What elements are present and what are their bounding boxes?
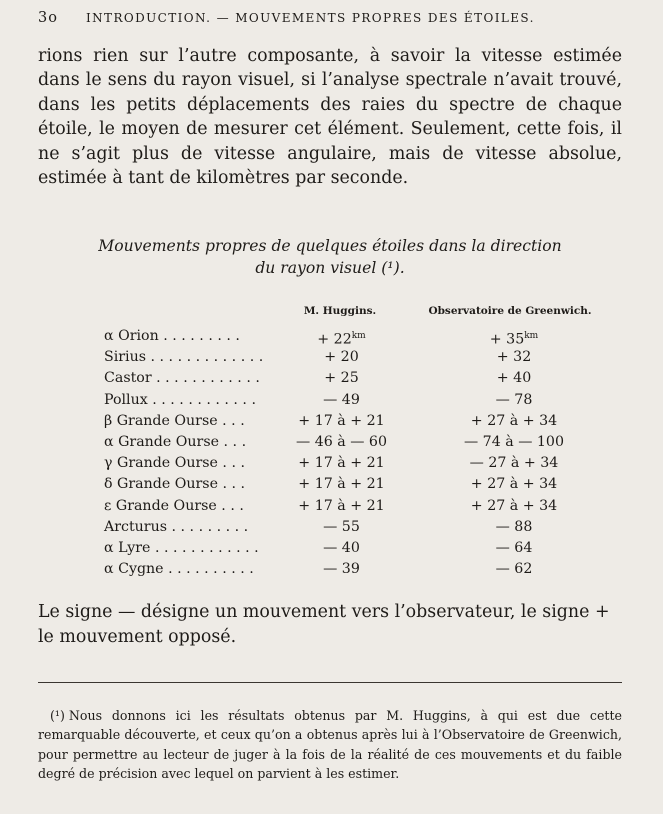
body-paragraph: rions rien sur l’autre composante, à savoir la vitesse estimée dans le sens du rayon visuel, si l’analyse spectrale n’avait trouvé, dans les petits déplacements des raies du spectre de chaque étoile, le moyen de mesurer cet élément. Seulement, cette fois, il ne s’agit plus de vitesse angulaire, mais de vitesse absolue, estimée à tant de kilomètres par seconde.	[38, 46, 622, 189]
star-name: Sirius . . . . . . . . . . . . .	[104, 349, 264, 366]
greenwich-value: — 64	[495, 539, 533, 556]
running-title: INTRODUCTION. — MOUVEMENTS PROPRES DES ÉTOILES.	[86, 11, 535, 25]
star-name: β Grande Ourse . . .	[104, 412, 245, 429]
table-row	[104, 559, 604, 580]
running-head	[38, 10, 638, 26]
greenwich-value: — 74 à — 100	[463, 433, 564, 450]
footnote-mark: (¹)	[50, 708, 65, 723]
star-name: Arcturus . . . . . . . . .	[104, 518, 249, 535]
unit-superscript: km	[524, 331, 539, 341]
star-name: α Grande Ourse . . .	[104, 433, 247, 450]
footnote-divider	[38, 682, 622, 683]
huggins-value: — 46 à — 60	[296, 433, 387, 450]
huggins-value: + 20	[324, 349, 359, 366]
greenwich-value: — 62	[495, 561, 533, 578]
huggins-value: — 39	[323, 561, 360, 578]
huggins-value: + 17 à + 21	[298, 412, 385, 429]
table-row	[104, 517, 604, 538]
huggins-value: + $22^{km}$	[317, 331, 366, 348]
greenwich-value: — 27 à + 34	[469, 455, 559, 472]
greenwich-value: + 27 à + 34	[470, 476, 558, 493]
table-row	[104, 432, 604, 453]
huggins-value: + 25	[324, 370, 359, 387]
greenwich-value: — 88	[495, 518, 533, 535]
table-row	[104, 390, 604, 411]
huggins-value: + 17 à + 21	[298, 455, 385, 472]
sign-note: Le signe — désigne un mouvement vers l’observateur, le signe + le mouvement opposé.	[38, 602, 610, 647]
table-row	[104, 347, 604, 368]
greenwich-value: + $35^{km}$	[489, 331, 539, 348]
column-header-greenwich: Observatoire de Greenwich.	[428, 305, 592, 317]
caption-line-2: du rayon visuel (¹).	[255, 259, 405, 277]
star-name: α Cygne . . . . . . . . . .	[104, 561, 254, 578]
table-row	[104, 474, 604, 495]
page-number: 3o	[38, 10, 58, 26]
greenwich-value: + 32	[496, 349, 532, 366]
huggins-value: — 40	[323, 539, 360, 556]
huggins-value: + 17 à + 21	[298, 497, 385, 514]
greenwich-value: — 78	[495, 391, 533, 408]
caption-line-1: Mouvements propres de quelques étoiles dans la direction	[98, 237, 562, 255]
huggins-value: — 55	[323, 518, 360, 535]
star-name: ε Grande Ourse . . .	[104, 497, 244, 514]
star-name: γ Grande Ourse . . .	[104, 455, 245, 472]
table-row	[104, 496, 604, 517]
table-row	[104, 326, 604, 347]
table-caption	[60, 235, 600, 279]
greenwich-value: + 40	[496, 370, 532, 387]
table-row	[104, 368, 604, 389]
column-header-huggins: M. Huggins.	[303, 305, 377, 317]
table-row	[104, 411, 604, 432]
star-velocity-table	[104, 326, 604, 580]
footnote-text: Nous donnons ici les résultats obtenus par M. Huggins, à qui est due cette remarquable découverte, et ceux qu’on a obtenus après lui à l’Observatoire de Greenwich, pour permettre au lecteur de juger à la fois de la réalité de ces mouvements et du faible degré de précision avec lequel on parvient à les estimer.	[38, 708, 622, 782]
star-name: δ Grande Ourse . . .	[104, 476, 246, 493]
footnote	[38, 706, 622, 784]
huggins-value: + 17 à + 21	[298, 476, 385, 493]
table-row	[104, 453, 604, 474]
star-name: Castor . . . . . . . . . . . .	[104, 370, 260, 387]
table-row	[104, 538, 604, 559]
huggins-value: — 49	[323, 391, 360, 408]
unit-superscript: km	[351, 331, 366, 341]
star-name: Pollux . . . . . . . . . . . .	[104, 391, 256, 408]
star-name: α Orion . . . . . . . . .	[104, 328, 240, 344]
star-name: α Lyre . . . . . . . . . . . .	[104, 539, 259, 556]
greenwich-value: + 27 à + 34	[470, 497, 558, 514]
greenwich-value: + 27 à + 34	[470, 412, 558, 429]
